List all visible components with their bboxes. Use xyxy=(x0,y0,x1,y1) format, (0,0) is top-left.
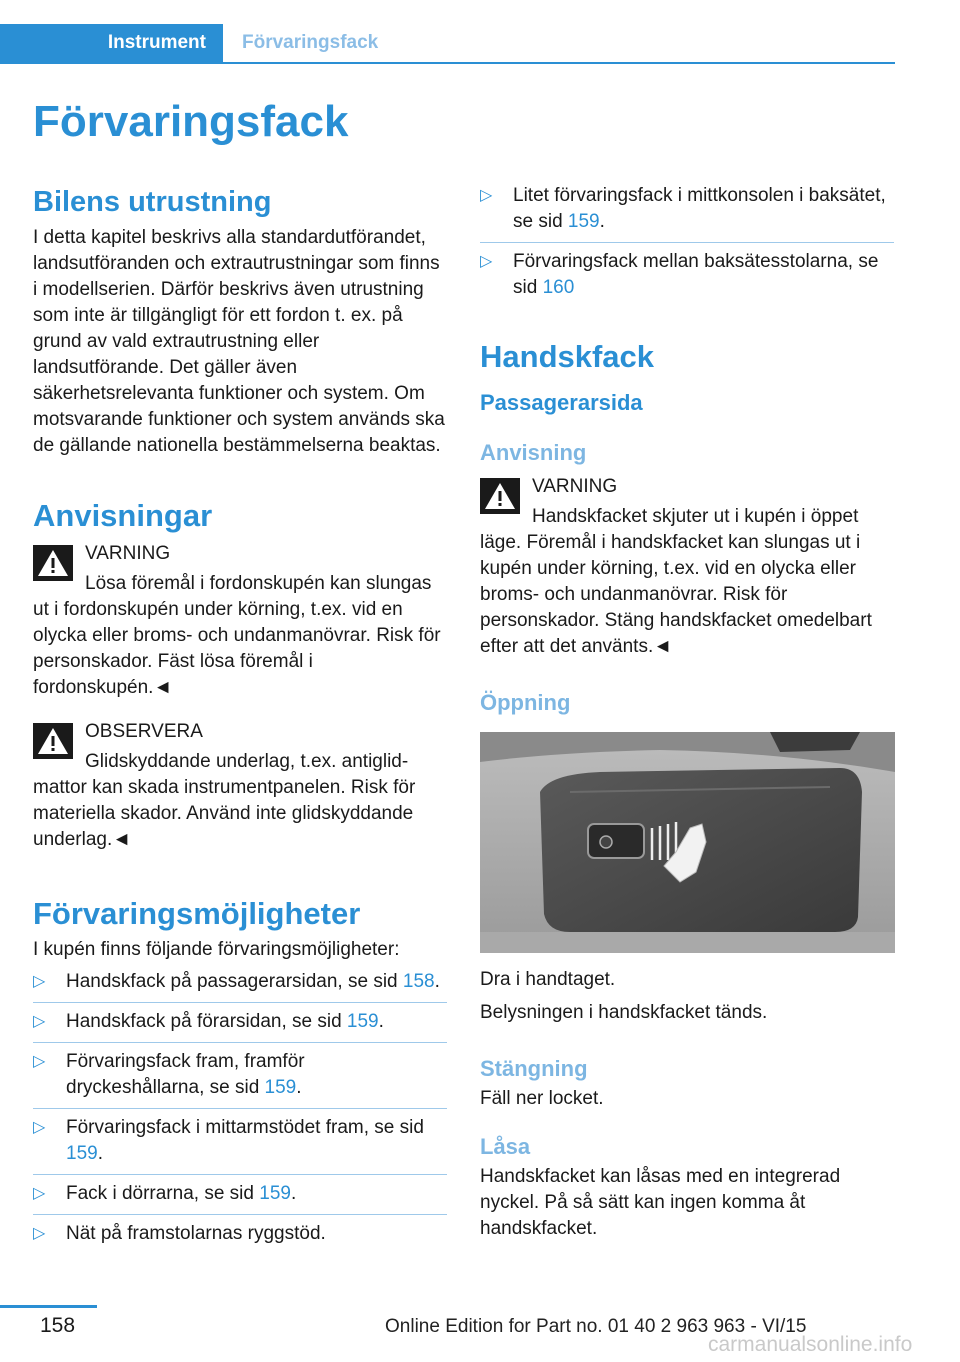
tab-forvaringsfack[interactable]: Förvaringsfack xyxy=(242,32,379,53)
heading-passagerarsida: Passagerarsida xyxy=(480,390,643,415)
warning-label: VARNING xyxy=(532,476,618,497)
list-item: ▷ Förvaringsfack mellan baksätesstolarna, se sid 160 xyxy=(480,251,879,298)
mojligheter-intro: I kupén finns följande förvaringsmöjligheter: xyxy=(33,939,400,960)
heading-anvisningar: Anvisningar xyxy=(33,498,213,533)
warning-text: läge. Föremål i handskfacket kan slungas ut i kupén under körning, t.ex. vid en olycka eller broms- och undanmanövrar. Risk för personskador. Stäng handskfacket omedelbart efter att det använts.◄ xyxy=(480,532,872,657)
storage-list-left xyxy=(33,969,447,1254)
warning-icon xyxy=(480,478,520,514)
warning-block-2 xyxy=(33,719,447,853)
list-item: ▷ Handskfack på passagerarsidan, se sid 158. xyxy=(33,969,447,1003)
triangle-right-icon: ▷ xyxy=(33,1185,46,1202)
footer-rule xyxy=(0,1305,97,1308)
page-title: Förvaringsfack xyxy=(33,97,349,146)
triangle-right-icon: ▷ xyxy=(33,1225,46,1242)
heading-anvisning: Anvisning xyxy=(480,440,587,465)
oppning-text-1: Dra i handtaget. xyxy=(480,969,616,990)
edition-text: Online Edition for Part no. 01 40 2 963 963 - VI/15 xyxy=(385,1316,807,1337)
page-link[interactable]: 159 xyxy=(66,1143,98,1164)
notice-text-first-line: Glidskyddande underlag, t.ex. antiglid- xyxy=(85,751,409,772)
heading-stangning: Stängning xyxy=(480,1056,588,1081)
warning-block-3 xyxy=(480,474,894,660)
triangle-right-icon: ▷ xyxy=(480,253,493,270)
list-item: ▷ Handskfack på förarsidan, se sid 159. xyxy=(33,1009,447,1043)
page-link[interactable]: 158 xyxy=(402,971,435,992)
list-item: ▷ Fack i dörrarna, se sid 159. xyxy=(33,1181,447,1215)
stangning-text: Fäll ner locket. xyxy=(480,1088,604,1109)
bilens-text: I detta kapitel beskrivs alla standardutförandet, landsutföranden och extrautrustningar som finns i modellserien. Därför beskrivs även utrustning som inte är tillgängligt för ett fordon t. ex. på grund av vald extrautrustning eller landsutförande. Det gäller även säkerhetsrelevanta funktioner och system. Om motsvarande funktioner och system används ska de gällande nationella bestämmelserna beaktas. xyxy=(33,227,445,456)
page-link[interactable]: 159 xyxy=(259,1183,291,1204)
page-link[interactable]: 159 xyxy=(264,1077,297,1098)
triangle-right-icon: ▷ xyxy=(33,1119,46,1136)
warning-icon xyxy=(33,545,73,581)
list-item: ▷ Litet förvaringsfack i mittkonsolen i baksätet, se sid 159. xyxy=(480,183,894,243)
warning-text: ut i fordonskupén under körning, t.ex. vid en olycka eller broms- och undanmanövrar. Risk för personskador. Fäst lösa föremål i fordonskupén.◄ xyxy=(33,599,441,698)
page-link[interactable]: 159 xyxy=(346,1011,379,1032)
header-bar xyxy=(0,24,895,64)
heading-bilens-utrustning: Bilens utrustning xyxy=(33,186,272,218)
list-item: ▷ Förvaringsfack fram, framför dryckeshållarna, se sid 159. xyxy=(33,1049,447,1109)
triangle-right-icon: ▷ xyxy=(33,1053,46,1070)
warning-label: VARNING xyxy=(85,543,171,564)
triangle-right-icon: ▷ xyxy=(33,1013,46,1030)
warning-text-first-line: Lösa föremål i fordonskupén kan slungas xyxy=(85,573,432,594)
warning-block-1 xyxy=(33,541,447,701)
storage-list-right xyxy=(480,183,894,308)
tab-instrument[interactable]: Instrument xyxy=(0,24,223,62)
notice-label: OBSERVERA xyxy=(85,721,203,742)
list-item: ▷ Nät på framstolarnas ryggstöd. xyxy=(33,1221,447,1254)
page-link[interactable]: 159 xyxy=(567,211,600,232)
heading-oppning: Öppning xyxy=(480,690,571,715)
warning-icon xyxy=(33,723,73,759)
oppning-text-2: Belysningen i handskfacket tänds. xyxy=(480,1002,768,1023)
warning-text-first-line: Handskfacket skjuter ut i kupén i öppet xyxy=(532,506,859,527)
heading-lasa: Låsa xyxy=(480,1134,531,1159)
triangle-right-icon: ▷ xyxy=(480,187,493,204)
heading-forvaringsmojligheter: Förvaringsmöjligheter xyxy=(33,896,361,931)
triangle-right-icon: ▷ xyxy=(33,973,46,990)
right-column xyxy=(480,183,894,1242)
page-link[interactable]: 160 xyxy=(542,277,575,298)
glovebox-photo xyxy=(480,732,895,953)
watermark: carmanualsonline.info xyxy=(708,1333,913,1356)
notice-text: mattor kan skada instrumentpanelen. Risk för materiella skador. Använd inte glidskyddande underlag.◄ xyxy=(33,777,416,850)
heading-handskfack: Handskfack xyxy=(480,339,655,374)
lasa-text: Handskfacket kan låsas med en integrerad nyckel. På så sätt kan ingen komma åt handskfacket. xyxy=(480,1166,841,1239)
page-number: 158 xyxy=(40,1314,76,1337)
list-item: ▷ Förvaringsfack i mittarmstödet fram, se sid 159. xyxy=(33,1115,447,1175)
left-column xyxy=(33,183,447,1260)
